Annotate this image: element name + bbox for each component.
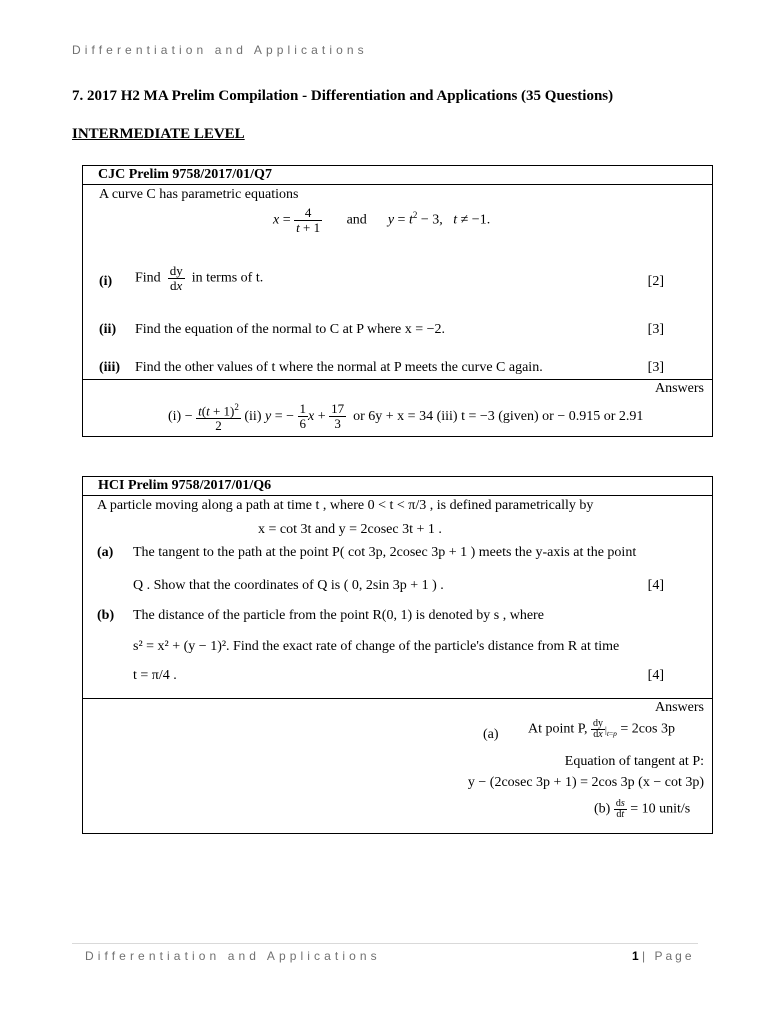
answer-tail: or 6y + x = 34 (iii) t = −3 (given) or − 0.915 or 2.91 [353,408,644,424]
part-label-i: (i) [99,274,113,289]
answer-tangent-equation: y − (2cosec 3p + 1) = 2cos 3p (x − cot 3p) [467,775,704,790]
question-intro: A curve C has parametric equations [99,187,299,202]
answer-a-label: (a) [483,727,499,742]
part-a-line-2: Q . Show that the coordinates of Q is ( 0, 2sin 3p + 1 ) . [133,578,444,593]
page-number [632,949,695,963]
answers-label: Answers [655,381,704,396]
part-iii-text: Find the other values of t where the normal at P meets the curve C again. [135,360,543,375]
page-number-value: 1 [632,949,639,963]
question-box-2 [82,476,713,834]
answer-b-label: (b) [594,801,611,817]
page-word: | Page [642,949,695,963]
question-intro: A particle moving along a path at time t , where 0 < t < π/3 , is defined parametrically by [97,498,594,513]
mark-a: [4] [647,578,664,593]
part-ii-text: Find the equation of the normal to C at P where x = −2. [135,322,445,337]
answer-line: (i) − $\frac{t(t + 1)^2}{2}$ (ii) y = − $\frac{1}{6}$ x + $\frac{17}{3}$ or 6y + x = 34 (iii) t = −3 (given) or − 0.915 or 2.91 [168,401,644,434]
question-box-1 [82,165,713,437]
document-title: 7. 2017 H2 MA Prelim Compilation - Differentiation and Applications (35 Questions) [72,88,614,104]
parametric-equations: x = cot 3t and y = 2cosec 3t + 1 . [258,522,442,537]
mark-iii: [3] [647,360,664,375]
answer-tangent-label: Equation of tangent at P: [564,754,704,769]
answer-section [83,698,712,834]
answer-section [83,379,712,437]
part-label-ii: (ii) [99,322,117,337]
answers-label: Answers [655,700,704,715]
level-heading: INTERMEDIATE LEVEL [72,126,245,142]
answer-a-text: At point P, [528,721,588,737]
answer-b-rhs: = 10 unit/s [630,801,691,817]
answer-a-rhs: = 2cos 3p [620,721,675,737]
part-label-b: (b) [97,608,115,623]
part-a-line-1: The tangent to the path at the point P( cot 3p, 2cosec 3p + 1 ) meets the y-axis at the point [133,545,637,560]
answer-b-line: (b) $\frac{ds}{dt}$ = 10 unit/s [594,798,691,820]
part-i-text: Find $\frac{dy}{dx}$ in terms of t. [135,263,264,293]
part-i-suffix: in terms of t. [191,270,264,286]
part-b-line-2: s² = x² + (y − 1)². Find the exact rate of change of the particle's distance from R at time [133,639,620,654]
parametric-equations: x = $\frac{4}{t + 1}$ and $y = t^2 - 3$, t ≠ −1. [273,205,491,235]
running-footer: Differentiation and Applications [85,949,381,963]
part-b-line-3: t = π/4 . [133,668,177,683]
question-header: HCI Prelim 9758/2017/01/Q6 [83,477,712,496]
part-b-line-1: The distance of the particle from the point R(0, 1) is denoted by s , where [133,608,544,623]
running-header: Differentiation and Applications [72,43,368,57]
answer-a-line: At point P, $\frac{dy}{dx}$ $|_{t=p} = 2\cos$ 3p [528,718,675,740]
part-label-iii: (iii) [99,360,120,375]
mark-i: [2] [647,274,664,289]
part-label-a: (a) [97,545,114,560]
footer-divider [72,943,698,944]
mark-ii: [3] [647,322,664,337]
question-header: CJC Prelim 9758/2017/01/Q7 [83,166,712,185]
mark-b: [4] [647,668,664,683]
